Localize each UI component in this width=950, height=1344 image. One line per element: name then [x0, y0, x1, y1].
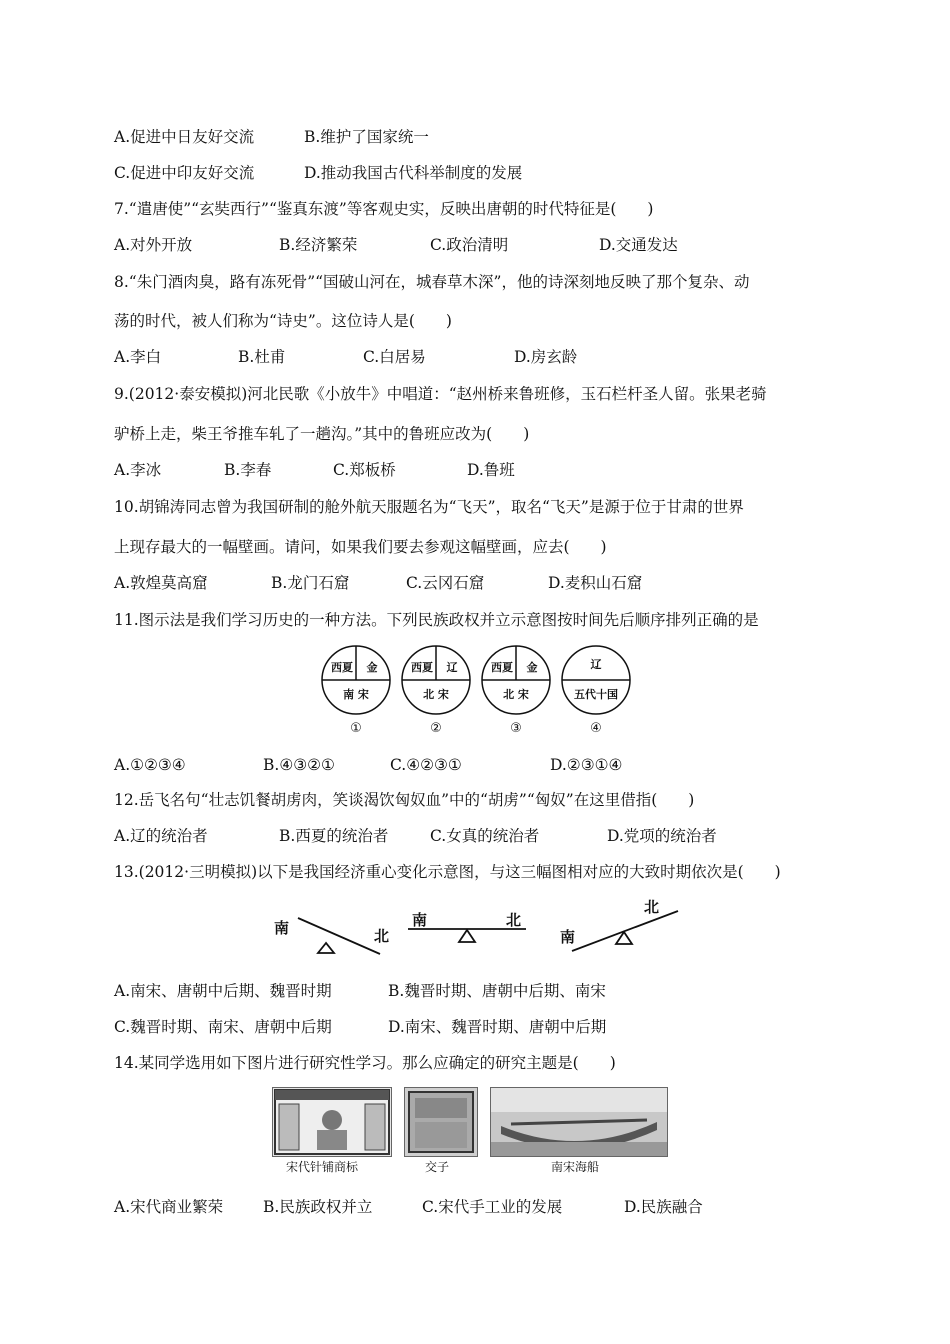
- q10-option-c: C.云冈石窟: [406, 574, 485, 592]
- q12-question: 12.岳飞名句“壮志饥餐胡虏肉，笑谈渴饮匈奴血”中的“胡虏”“匈奴”在这里借指( ): [114, 791, 695, 809]
- regime-circles-svg: [320, 640, 650, 740]
- diagram1-top-right: 金: [366, 661, 378, 674]
- q7-option-a: A.对外开放: [114, 236, 193, 254]
- q14-option-c: C.宋代手工业的发展: [422, 1198, 563, 1216]
- diagram4-number: ④: [590, 721, 602, 736]
- q12-option-b: B.西夏的统治者: [279, 827, 389, 845]
- caption-trademark: 宋代针铺商标: [286, 1160, 359, 1174]
- q9-question-line2: 驴桥上走，柴王爷推车轧了一趟沟。”其中的鲁班应改为( ): [114, 425, 530, 443]
- seesaw1-north: 北: [374, 927, 390, 945]
- q9-question-line1: 9.(2012·泰安模拟)河北民歌《小放牛》中唱道：“赵州桥来鲁班修，玉石栏杆圣人留。张果老骑: [114, 385, 767, 403]
- q14-option-b: B.民族政权并立: [263, 1198, 373, 1216]
- diagram2-top-right: 辽: [446, 661, 458, 674]
- seesaw2-south: 南: [412, 911, 428, 929]
- q12-option-c: C.女真的统治者: [430, 827, 540, 845]
- diagram1-top-left: 西夏: [331, 661, 353, 674]
- seesaw-svg: [268, 895, 688, 960]
- q12-option-a: A.辽的统治者: [114, 827, 208, 845]
- jiaozi-paper-money-image: [404, 1087, 478, 1157]
- q11-option-d: D.②③①④: [550, 756, 623, 774]
- q8-option-c: C.白居易: [363, 348, 426, 366]
- q6-option-d: D.推动我国古代科举制度的发展: [304, 164, 523, 182]
- q8-option-d: D.房玄龄: [514, 348, 578, 366]
- diagram3-top-left: 西夏: [491, 661, 513, 674]
- diagram2-bottom: 北 宋: [423, 688, 449, 701]
- q13-option-c: C.魏晋时期、南宋、唐朝中后期: [114, 1018, 332, 1036]
- caption-jiaozi: 交子: [425, 1160, 450, 1174]
- q8-question-line2: 荡的时代，被人们称为“诗史”。这位诗人是( ): [114, 312, 452, 330]
- q11-option-c: C.④②③①: [390, 756, 462, 774]
- q14-option-a: A.宋代商业繁荣: [114, 1198, 224, 1216]
- diagram4-bottom: 五代十国: [574, 688, 618, 701]
- q13-option-b: B.魏晋时期、唐朝中后期、南宋: [388, 982, 606, 1000]
- q10-option-b: B.龙门石窟: [271, 574, 350, 592]
- q11-option-b: B.④③②①: [263, 756, 335, 774]
- diagram3-bottom: 北 宋: [503, 688, 529, 701]
- q13-economic-center-diagrams: [268, 895, 688, 960]
- q7-option-d: D.交通发达: [599, 236, 678, 254]
- q11-regime-diagrams: [320, 640, 650, 740]
- q8-option-b: B.杜甫: [238, 348, 286, 366]
- southern-song-ship-image: [490, 1087, 668, 1157]
- diagram1-bottom: 南 宋: [343, 688, 369, 701]
- q10-option-d: D.麦积山石窟: [548, 574, 643, 592]
- seesaw3-south: 南: [560, 928, 576, 946]
- diagram1-number: ①: [350, 721, 362, 736]
- q11-question: 11.图示法是我们学习历史的一种方法。下列民族政权并立示意图按时间先后顺序排列正确的是: [114, 611, 759, 629]
- q8-question-line1: 8.“朱门酒肉臭，路有冻死骨”“国破山河在，城春草木深”，他的诗深刻地反映了那个复杂、动: [114, 273, 750, 291]
- diagram4-top: 辽: [590, 658, 602, 671]
- q13-option-d: D.南宋、魏晋时期、唐朝中后期: [388, 1018, 607, 1036]
- q12-option-d: D.党项的统治者: [607, 827, 717, 845]
- q9-option-b: B.李春: [224, 461, 272, 479]
- q10-question-line1: 10.胡锦涛同志曾为我国研制的舱外航天服题名为“飞天”，取名“飞天”是源于位于甘肃的世界: [114, 498, 744, 516]
- q6-option-b: B.维护了国家统一: [304, 128, 429, 146]
- q7-question: 7.“遣唐使”“玄奘西行”“鉴真东渡”等客观史实，反映出唐朝的时代特征是( ): [114, 200, 654, 218]
- q9-option-c: C.郑板桥: [333, 461, 396, 479]
- seesaw1-south: 南: [274, 919, 290, 937]
- diagram2-number: ②: [430, 721, 442, 736]
- needle-shop-trademark-image: [272, 1087, 392, 1157]
- seesaw2-north: 北: [506, 911, 522, 929]
- q7-option-c: C.政治清明: [430, 236, 509, 254]
- q13-option-a: A.南宋、唐朝中后期、魏晋时期: [114, 982, 332, 1000]
- q10-question-line2: 上现存最大的一幅壁画。请问，如果我们要去参观这幅壁画，应去( ): [114, 538, 607, 556]
- diagram3-top-right: 金: [526, 661, 538, 674]
- q6-option-c: C.促进中印友好交流: [114, 164, 255, 182]
- q11-option-a: A.①②③④: [114, 756, 186, 774]
- q13-question: 13.(2012·三明模拟)以下是我国经济重心变化示意图，与这三幅图相对应的大致时期依次是( ): [114, 863, 781, 881]
- q6-option-a: A.促进中日友好交流: [114, 128, 255, 146]
- q8-option-a: A.李白: [114, 348, 162, 366]
- q14-question: 14.某同学选用如下图片进行研究性学习。那么应确定的研究主题是( ): [114, 1054, 616, 1072]
- q10-option-a: A.敦煌莫高窟: [114, 574, 208, 592]
- diagram2-top-left: 西夏: [411, 661, 433, 674]
- q9-option-d: D.鲁班: [467, 461, 515, 479]
- q14-option-d: D.民族融合: [624, 1198, 703, 1216]
- diagram3-number: ③: [510, 721, 522, 736]
- q9-option-a: A.李冰: [114, 461, 162, 479]
- seesaw3-north: 北: [644, 898, 660, 916]
- q7-option-b: B.经济繁荣: [279, 236, 358, 254]
- caption-ship: 南宋海船: [551, 1160, 600, 1174]
